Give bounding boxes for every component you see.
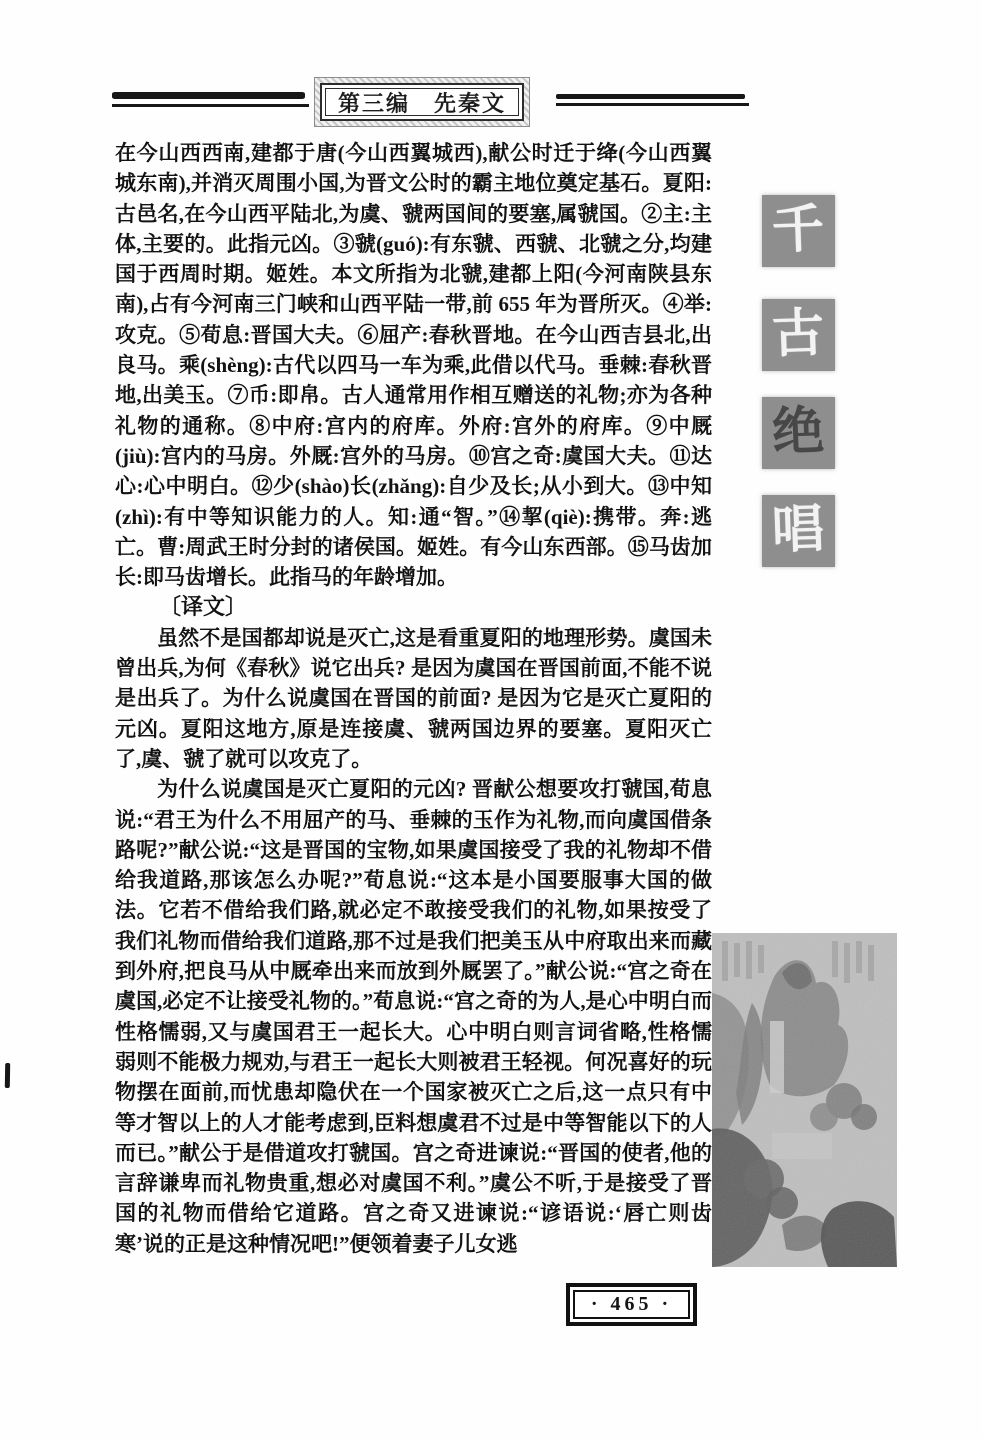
translation-heading: 〔译文〕 bbox=[159, 594, 248, 620]
header-rule-left-thick bbox=[112, 92, 305, 99]
side-title-char: 绝 bbox=[771, 403, 826, 462]
section-title-inner-box bbox=[320, 83, 524, 121]
translation-paragraph: 虽然不是国都却说是灭亡,这是看重夏阳的地理形势。虞国未曾出兵,为何《春秋》说它出兵? 是因为虞国在晋国前面,不能不说是出兵了。为什么说虞国在晋国的前面? 是因为它是灭亡夏阳的元凶。夏阳这地方,原是连接虞、虢两国边界的要塞。夏阳灭亡了,虞、虢了就可以攻克了。 bbox=[115, 625, 712, 771]
page-number-box bbox=[566, 1283, 697, 1326]
side-title-char: 唱 bbox=[771, 501, 826, 560]
side-title-char: 千 bbox=[771, 201, 826, 260]
side-title-block bbox=[762, 299, 835, 371]
main-text-column bbox=[115, 138, 712, 1259]
section-title: 第三编 先秦文 bbox=[337, 90, 506, 116]
side-title-block bbox=[762, 495, 835, 567]
header-rule-left-thin bbox=[112, 104, 309, 107]
page-number: · 465 · bbox=[573, 1290, 690, 1319]
side-title-char: 古 bbox=[771, 305, 826, 364]
side-title-block bbox=[762, 195, 835, 267]
annotation-paragraph: 在今山西西南,建都于唐(今山西翼城西),献公时迁于绛(今山西翼城东南),并消灭周围小国,为晋文公时的霸主地位奠定基石。夏阳:古邑名,在今山西平陆北,为虞、虢两国间的要塞,属虢国。②主:主体,主要的。此指元凶。③虢(guó):有东虢、西虢、北虢之分,均建国于西周时期。姬姓。本文所指为北虢,建都上阳(今河南陕县东南),占有今河南三门峡和山西平陆一带,前 655 年为晋所灭。④举:攻克。⑤荀息:晋国大夫。⑥屈产:春秋晋地。在今山西吉县北,出良马。乘(shèng):古代以四马一车为乘,此借以代马。垂棘:春秋晋地,出美玉。⑦币:即帛。古人通常用作相互赠送的礼物;亦为各种礼物的通称。⑧中府:宫内的府库。外府:宫外的府库。⑨中厩(jiù):宫内的马房。外厩:宫外的马房。⑩宫之奇:虞国大夫。⑪达心:心中明白。⑫少(shào)长(zhǎng):自少及长;从小到大。⑬中知(zhì):有中等知识能力的人。知:通“智。”⑭挈(qiè):携带。奔:逃亡。曹:周武王时分封的诸侯国。姬姓。有今山东西部。⑮马齿加长:即马齿增长。此指马的年龄增加。 bbox=[115, 141, 712, 590]
side-title-block bbox=[762, 397, 835, 469]
section-title-frame bbox=[314, 77, 530, 127]
landscape-painting-image bbox=[712, 933, 897, 1267]
header-rule-right-thin bbox=[556, 103, 749, 106]
translation-paragraph: 为什么说虞国是灭亡夏阳的元凶? 晋献公想要攻打虢国,荀息说:“君王为什么不用屈产的马、垂棘的玉作为礼物,而向虞国借条路呢?”献公说:“这是晋国的宝物,如果虞国接受了我的礼物却不借给我道路,那该怎么办呢?”荀息说:“这本是小国要服事大国的做法。它若不借给我们路,就必定不敢接受我们的礼物,如果按受了我们礼物而借给我们道路,那不过是我们把美玉从中府取出来而藏到外府,把良马从中厩牵出来而放到外厩罢了。”献公说:“宫之奇在虞国,必定不让接受礼物的。”荀息说:“宫之奇的为人,是心中明白而性格懦弱,又与虞国君王一起长大。心中明白则言词省略,性格懦弱则不能极力规劝,与君王一起长大则被君王轻视。何况喜好的玩物摆在面前,而忧患却隐伏在一个国家被灭亡之后,这一点只有中等才智以上的人才能考虑到,臣料想虞君不过是中等智能以下的人而已。”献公于是借道攻打虢国。宫之奇进谏说:“晋国的使者,他的言辞谦卑而礼物贵重,想必对虞国不利。”虞公不听,于是接受了晋国的礼物而借给它道路。宫之奇又进谏说:“谚语说:‘唇亡则齿寒’说的正是这种情况吧!”便领着妻子儿女逃 bbox=[115, 777, 712, 1256]
header-rule-right-thick bbox=[556, 94, 745, 99]
scan-artifact-tick bbox=[5, 1063, 10, 1088]
